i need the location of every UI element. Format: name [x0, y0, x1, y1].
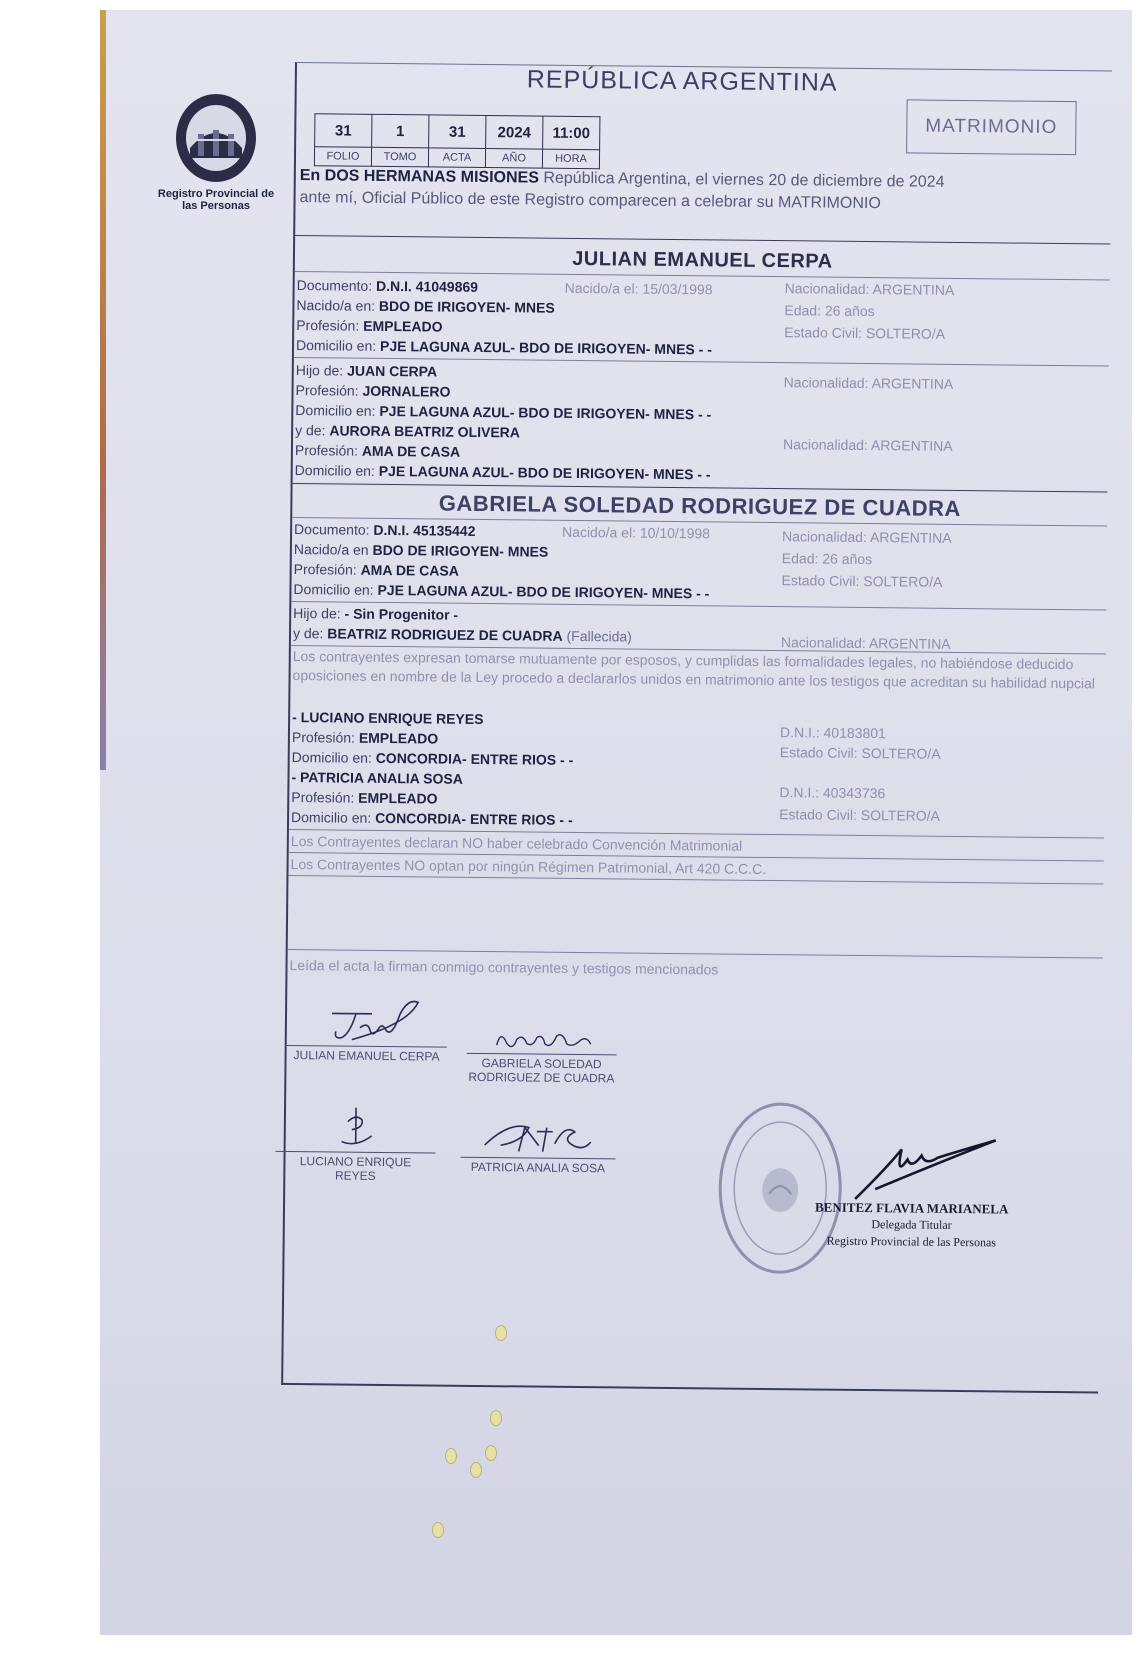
witness1-name: - LUCIANO ENRIQUE REYES: [292, 709, 484, 728]
folio-label: FOLIO: [314, 147, 371, 167]
spouse1-document: Documento: D.N.I. 41049869: [296, 277, 479, 295]
official-office: Registro Provincial de las Personas: [826, 1233, 997, 1250]
paper-stain: [470, 1462, 482, 1478]
spouse2-nationality: Nacionalidad: ARGENTINA: [781, 528, 952, 546]
divider: [288, 949, 1103, 959]
paper-stain: [432, 1522, 444, 1538]
marriage-record-form: [281, 62, 1112, 1393]
official-name: BENITEZ FLAVIA MARIANELA: [814, 1199, 1009, 1217]
acta-label: ACTA: [428, 148, 485, 168]
handwritten-signature-icon: [478, 1115, 598, 1158]
official-stamp-icon: [714, 1097, 846, 1278]
witness2-profession: Profesión: EMPLEADO: [291, 789, 438, 807]
official-block: [815, 1199, 1009, 1252]
hour-label: HORA: [542, 149, 599, 169]
paper-stain: [445, 1448, 457, 1464]
witness2-name: - PATRICIA ANALIA SOSA: [291, 769, 463, 787]
folio-value: 31: [315, 114, 372, 148]
signature-spouse1: JULIAN EMANUEL CERPA: [287, 993, 448, 1064]
spouse2-mother-nationality: Nacionalidad: ARGENTINA: [780, 634, 951, 652]
spouse1-mother-nationality: Nacionalidad: ARGENTINA: [782, 436, 953, 454]
hour-value: 11:00: [543, 116, 600, 150]
spouse2-mother: y de: BEATRIZ RODRIGUEZ DE CUADRA (Fallecida): [292, 625, 632, 645]
country-title: REPÚBLICA ARGENTINA: [526, 65, 838, 97]
witness2-dni: D.N.I.: 40343736: [779, 784, 886, 802]
signature-witness2: PATRICIA ANALIA SOSA: [460, 1115, 616, 1176]
spouse1-mother-profession: Profesión: AMA DE CASA: [294, 442, 461, 460]
official-role: Delegada Titular: [871, 1217, 952, 1232]
spouse1-civil-status: Estado Civil: SOLTERO/A: [784, 324, 946, 342]
record-type-box: MATRIMONIO: [906, 99, 1077, 155]
spouse2-father: Hijo de: - Sin Progenitor -: [293, 605, 459, 623]
witness1-address: Domicilio en: CONCORDIA- ENTRE RIOS - -: [291, 749, 574, 768]
spouse2-profession: Profesión: AMA DE CASA: [293, 561, 459, 579]
spouse1-father-nationality: Nacionalidad: ARGENTINA: [783, 374, 954, 392]
spouse1-father-address: Domicilio en: PJE LAGUNA AZUL- BDO DE IRIGOYEN- MNES - -: [295, 402, 712, 423]
witness1-dni: D.N.I.: 40183801: [779, 724, 886, 742]
spouse1-age: Edad: 26 años: [784, 302, 875, 320]
witness2-address: Domicilio en: CONCORDIA- ENTRE RIOS - -: [291, 809, 573, 828]
spouse1-name: JULIAN EMANUEL CERPA: [572, 247, 833, 273]
year-label: AÑO: [485, 149, 542, 169]
note-regime: Los Contrayentes NO optan por ningún Régimen Patrimonial, Art 420 C.C.C.: [290, 855, 767, 877]
witness2-civil-status: Estado Civil: SOLTERO/A: [779, 806, 941, 824]
spouse2-name: GABRIELA SOLEDAD RODRIGUEZ DE CUADRA: [438, 490, 961, 521]
closing-text: Leída el acta la firman conmigo contrayentes y testigos mencionados: [289, 956, 719, 978]
spouse1-address: Domicilio en: PJE LAGUNA AZUL- BDO DE IRIGOYEN- MNES - -: [295, 337, 712, 358]
place: En DOS HERMANAS MISIONES: [299, 167, 540, 187]
signature-spouse2: GABRIELA SOLEDAD RODRIGUEZ DE CUADRA: [466, 1025, 617, 1086]
paper-stain: [495, 1325, 507, 1341]
provincial-seal-icon: [168, 88, 264, 184]
spouse1-father-profession: Profesión: JORNALERO: [295, 382, 451, 400]
paper-stain: [485, 1445, 497, 1461]
divider: [288, 875, 1103, 885]
tomo-value: 1: [372, 114, 429, 148]
spouse2-age: Edad: 26 años: [781, 550, 873, 568]
witness1-profession: Profesión: EMPLEADO: [291, 729, 439, 747]
acta-value: 31: [429, 115, 486, 149]
handwritten-signature-icon: [312, 993, 423, 1046]
intro-date: República Argentina, el viernes 20 de diciembre de 2024: [538, 169, 945, 191]
spouse1-mother-address: Domicilio en: PJE LAGUNA AZUL- BDO DE IRIGOYEN- MNES - -: [294, 462, 711, 483]
intro-line2: ante mí, Oficial Público de este Registro comparecen a celebrar su MATRIMONIO: [299, 189, 881, 213]
signature-witness1: LUCIANO ENRIQUE REYES: [275, 1103, 436, 1184]
year-value: 2024: [486, 116, 543, 150]
note-convention: Los Contrayentes declaran NO haber celebrado Convención Matrimonial: [290, 832, 743, 854]
handwritten-signature-icon: [326, 1103, 386, 1152]
spouse2-birthdate: Nacido/a el: 10/10/1998: [562, 523, 711, 542]
registry-caption: Registro Provincial de las Personas: [157, 188, 275, 212]
spouse1-nationality: Nacionalidad: ARGENTINA: [784, 280, 955, 298]
spouse1-birthdate: Nacido/a el: 15/03/1998: [564, 279, 713, 298]
registration-table: [314, 113, 601, 169]
witness1-civil-status: Estado Civil: SOLTERO/A: [779, 744, 941, 762]
divider: [295, 235, 1110, 245]
registry-logo: [155, 88, 277, 212]
spouse2-civil-status: Estado Civil: SOLTERO/A: [781, 572, 943, 590]
spouse1-father: Hijo de: JUAN CERPA: [295, 362, 438, 380]
tomo-label: TOMO: [371, 147, 428, 167]
spouse1-mother: y de: AURORA BEATRIZ OLIVERA: [295, 422, 521, 441]
declaration-text: Los contrayentes expresan tomarse mutuamente por esposos, y cumplidas las formalidades legales, no habiéndose deducido oposiciones en nombre de la Ley procedo a declararlos unidos en matrimonio ante los testigos que acreditan su habilidad nupcial: [292, 648, 1096, 692]
paper-stain: [490, 1410, 502, 1426]
handwritten-signature-icon: [487, 1025, 597, 1054]
spouse1-birthplace: Nacido/a en: BDO DE IRIGOYEN- MNES: [296, 297, 555, 316]
spouse1-profession: Profesión: EMPLEADO: [296, 317, 443, 335]
spouse2-address: Domicilio en: PJE LAGUNA AZUL- BDO DE IRIGOYEN- MNES - -: [293, 581, 710, 602]
spouse2-document: Documento: D.N.I. 45135442: [294, 521, 476, 539]
spouse2-birthplace: Nacido/a en BDO DE IRIGOYEN- MNES: [293, 541, 549, 560]
intro-text: [299, 165, 1107, 217]
